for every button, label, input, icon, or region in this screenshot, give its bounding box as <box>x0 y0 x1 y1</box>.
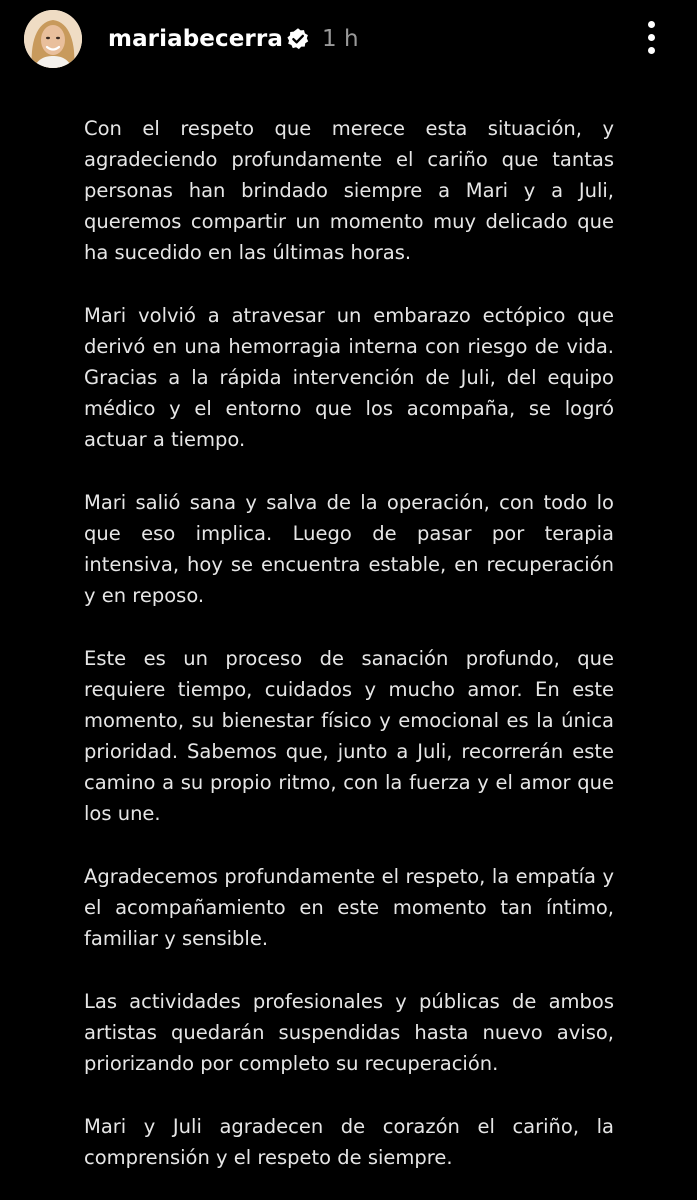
profile-avatar[interactable] <box>24 10 82 68</box>
statement-paragraph: Las actividades profesionales y públicas de ambos artistas quedarán suspendidas hasta nuevo aviso, priorizando por completo su recuperación. <box>84 990 614 1075</box>
statement-paragraph: Mari volvió a atravesar un embarazo ectópico que derivó en una hemorragia interna con riesgo de vida. Gracias a la rápida intervención de Juli, del equipo médico y el entorno que los acompaña, se logró actuar a tiempo. <box>84 304 614 451</box>
story-header <box>0 0 697 80</box>
more-vertical-icon <box>648 47 655 54</box>
username[interactable]: mariabecerra <box>108 26 283 52</box>
statement-paragraph: Este es un proceso de sanación profundo, que requiere tiempo, cuidados y mucho amor. En este momento, su bienestar físico y emocional es la única prioridad. Sabemos que, junto a Juli, recorrerán este camino a su propio ritmo, con la fuerza y el amor que los une. <box>84 647 614 825</box>
verified-badge-icon <box>286 27 310 51</box>
more-options-button[interactable] <box>636 16 668 60</box>
statement-text <box>84 113 614 1200</box>
statement-paragraph: Mari y Juli agradecen de corazón el cariño, la comprensión y el respeto de siempre. <box>84 1115 614 1169</box>
avatar-icon <box>24 10 82 68</box>
post-time: 1 h <box>322 26 359 52</box>
statement-paragraph: Agradecemos profundamente el respeto, la empatía y el acompañamiento en este momento tan íntimo, familiar y sensible. <box>84 865 614 950</box>
statement-paragraph: Con el respeto que merece esta situación, y agradeciendo profundamente el cariño que tantas personas han brindado siempre a Mari y a Juli, queremos compartir un momento muy delicado que ha sucedido en las últimas horas. <box>84 117 614 264</box>
more-vertical-icon <box>648 21 655 28</box>
statement-paragraph: Mari salió sana y salva de la operación, con todo lo que eso implica. Luego de pasar por terapia intensiva, hoy se encuentra estable, en recuperación y en reposo. <box>84 491 614 607</box>
more-vertical-icon <box>648 34 655 41</box>
